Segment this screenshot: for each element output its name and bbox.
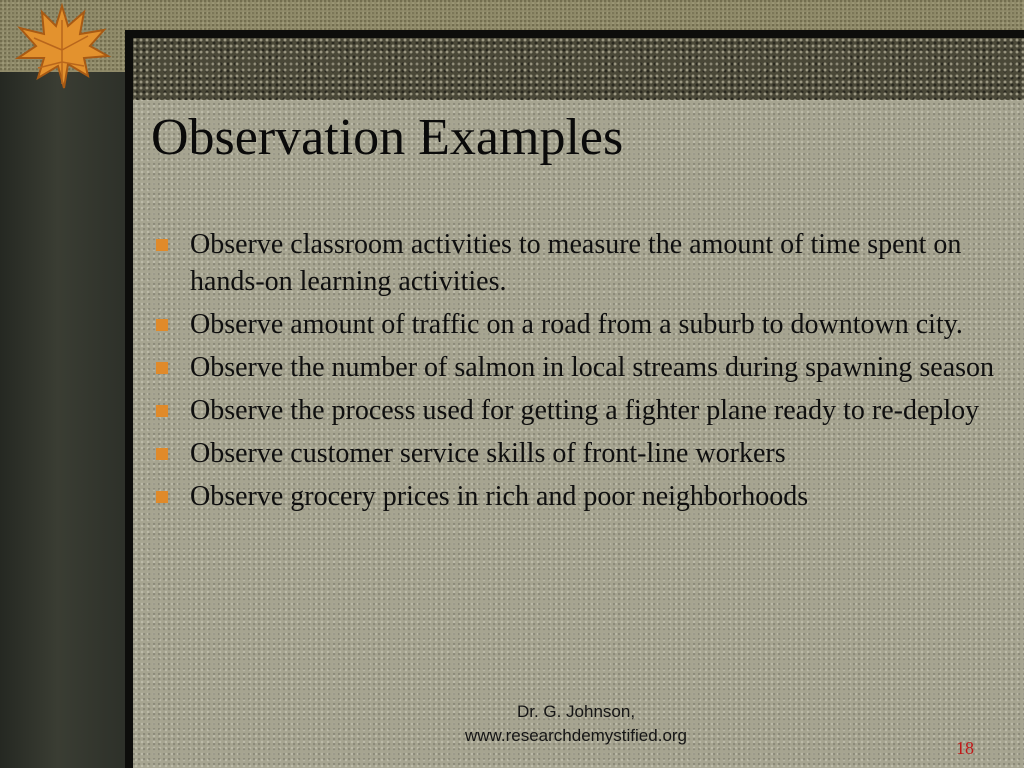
square-bullet-icon — [156, 362, 168, 374]
bullet-text: Observe customer service skills of front-line workers — [190, 438, 786, 469]
left-decorative-band — [0, 72, 128, 768]
bullet-item — [155, 306, 1005, 343]
maple-leaf-icon — [4, 0, 116, 92]
bullet-text: Observe amount of traffic on a road from a suburb to downtown city. — [190, 309, 963, 340]
bullet-text: Observe grocery prices in rich and poor neighborhoods — [190, 481, 809, 512]
bullet-list — [155, 226, 1005, 521]
square-bullet-icon — [156, 405, 168, 417]
slide-title: Observation Examples — [151, 109, 624, 166]
square-bullet-icon — [156, 448, 168, 460]
bullet-text: Observe classroom activities to measure the amount of time spent on hands-on learning activities. — [190, 229, 962, 297]
slide — [133, 38, 1024, 768]
square-bullet-icon — [156, 491, 168, 503]
square-bullet-icon — [156, 239, 168, 251]
footer-author: Dr. G. Johnson, — [516, 702, 636, 721]
bullet-item — [155, 392, 1005, 429]
slide-number: 18 — [956, 738, 974, 758]
bullet-item — [155, 226, 1005, 300]
title-texture-strip — [133, 38, 1024, 100]
bullet-text: Observe the number of salmon in local streams during spawning season — [190, 352, 995, 383]
bullet-item — [155, 435, 1005, 472]
bullet-text: Observe the process used for getting a fighter plane ready to re-deploy — [190, 395, 980, 426]
footer-website: www.researchdemystified.org — [464, 726, 688, 745]
bullet-item — [155, 478, 1005, 515]
square-bullet-icon — [156, 319, 168, 331]
bullet-item — [155, 349, 1005, 386]
slide-footer — [433, 700, 719, 748]
